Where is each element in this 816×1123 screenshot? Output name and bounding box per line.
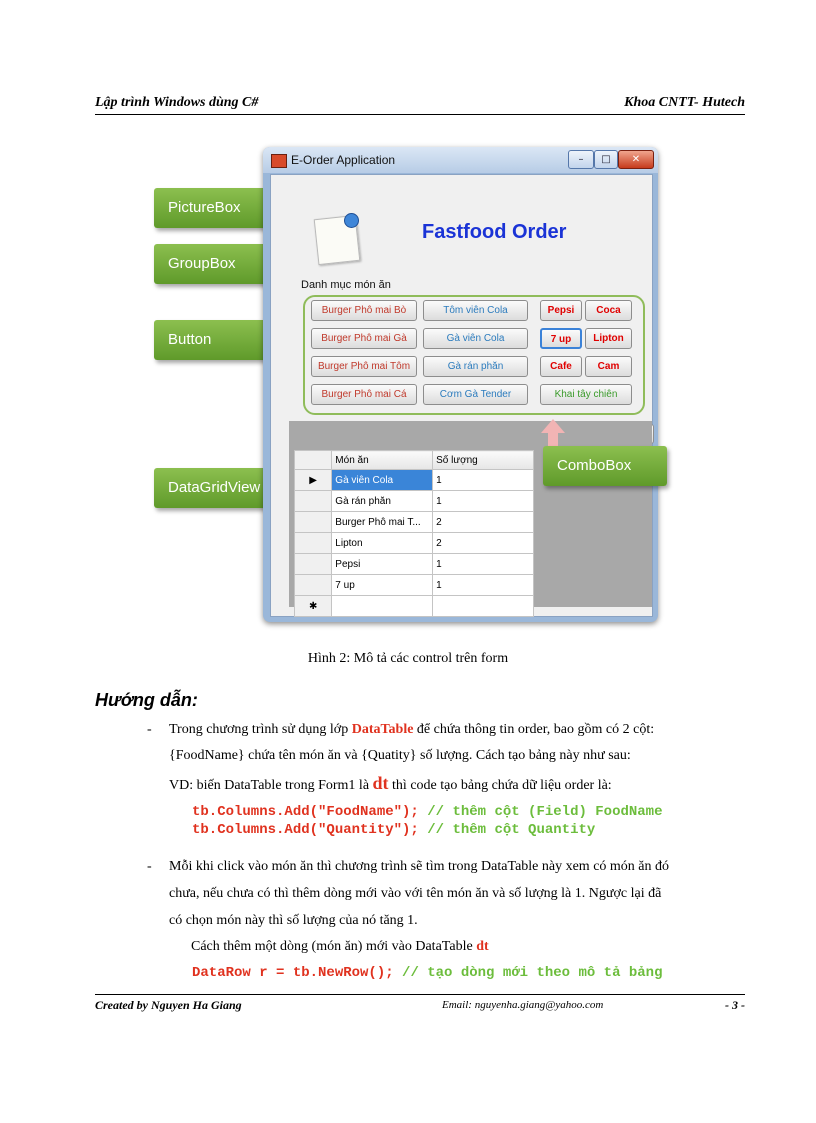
title-bar[interactable] — [263, 147, 658, 173]
cell-food[interactable]: Gà viên Cola — [332, 470, 433, 491]
cell-qty-new[interactable] — [433, 596, 534, 617]
order-datagridview[interactable] — [294, 450, 534, 617]
food-button[interactable]: Burger Phô mai Cá — [311, 384, 417, 405]
drink-button[interactable]: Coca — [585, 300, 632, 321]
food-button[interactable]: Burger Phô mai Bò — [311, 300, 417, 321]
header-rule — [95, 114, 745, 115]
footer-author: Created by Nguyen Ha Giang — [95, 998, 242, 1012]
cell-food[interactable]: Pepsi — [332, 554, 433, 575]
row-header-corner — [295, 451, 332, 470]
keyword-datatable: DataTable — [351, 722, 414, 737]
row-header — [295, 491, 332, 512]
drink-button[interactable]: Pepsi — [540, 300, 582, 321]
code-comment: // thêm cột Quantity — [418, 822, 596, 838]
food-button[interactable]: Khai tây chiên — [540, 384, 632, 405]
window-title: E-Order Application — [291, 153, 396, 167]
cell-food[interactable]: 7 up — [332, 575, 433, 596]
column-header-food[interactable]: Món ăn — [332, 451, 433, 470]
column-header-qty[interactable]: Số lượng — [433, 451, 534, 470]
arrow-up-icon — [541, 419, 565, 433]
drink-button[interactable]: Lipton — [585, 328, 632, 349]
close-button[interactable]: ✕ — [618, 150, 654, 169]
callout-button: Button — [154, 320, 274, 360]
row-header — [295, 512, 332, 533]
new-row-icon: ✱ — [295, 596, 332, 617]
code-line — [192, 803, 662, 821]
cell-food[interactable]: Gà rán phăn — [332, 491, 433, 512]
code-comment: // tạo dòng mới theo mô tả bảng — [393, 965, 663, 981]
cell-qty[interactable]: 1 — [433, 554, 534, 575]
table-row[interactable] — [295, 575, 534, 596]
food-button[interactable]: Tôm viên Cola — [423, 300, 528, 321]
cell-qty[interactable]: 2 — [433, 533, 534, 554]
paragraph-line — [169, 717, 654, 743]
form-title: Fastfood Order — [422, 221, 567, 243]
food-button[interactable]: Gà viên Cola — [423, 328, 528, 349]
paragraph-line: có chọn món này thì số lượng của nó tăng 1. — [169, 913, 418, 928]
section-title: Hướng dẫn: — [95, 690, 198, 710]
paragraph-line: Mỗi khi click vào món ăn thì chương trình sẽ tìm trong DataTable này xem có món ăn đó — [169, 859, 670, 874]
food-button[interactable]: Burger Phô mai Gà — [311, 328, 417, 349]
code-statement: tb.Columns.Add("FoodName"); — [192, 804, 419, 820]
bullet-dash: - — [147, 722, 152, 737]
code-statement: DataRow r = tb.NewRow(); — [192, 965, 394, 981]
drink-button[interactable]: Cam — [585, 356, 632, 377]
callout-combobox: ComboBox — [543, 446, 667, 486]
paragraph-line — [169, 770, 612, 799]
callout-datagridview: DataGridView — [154, 468, 278, 508]
table-row[interactable] — [295, 470, 534, 491]
text-run: thì code tạo bảng chứa dữ liệu order là: — [388, 778, 612, 793]
text-run: Cách thêm một dòng (món ăn) mới vào DataTable — [191, 939, 477, 954]
current-row-icon: ▶ — [295, 470, 332, 491]
cell-qty[interactable]: 1 — [433, 470, 534, 491]
food-button[interactable]: Gà rán phăn — [423, 356, 528, 377]
text-run: VD: biến DataTable trong Form1 là — [169, 778, 373, 793]
table-row[interactable] — [295, 554, 534, 575]
footer-email: Email: nguyenha.giang@yahoo.com — [442, 999, 604, 1011]
cell-qty[interactable]: 1 — [433, 491, 534, 512]
table-row[interactable] — [295, 533, 534, 554]
footer-page-number: - 3 - — [725, 998, 745, 1012]
minimize-button[interactable]: – — [568, 150, 594, 169]
code-line — [192, 964, 662, 982]
arrow-shaft — [548, 432, 558, 446]
table-row[interactable] — [295, 512, 534, 533]
cell-food-new[interactable] — [332, 596, 433, 617]
figure-caption: Hình 2: Mô tả các control trên form — [307, 651, 509, 666]
group-label: Danh mục món ăn — [301, 279, 391, 291]
cell-food[interactable]: Burger Phô mai T... — [332, 512, 433, 533]
app-icon — [271, 154, 287, 168]
row-header — [295, 554, 332, 575]
food-button[interactable]: Cơm Gà Tender — [423, 384, 528, 405]
app-window — [263, 147, 658, 622]
drink-button[interactable]: Cafe — [540, 356, 582, 377]
text-run: Trong chương trình sử dụng lớp — [169, 722, 352, 737]
code-statement: tb.Columns.Add("Quantity"); — [192, 822, 419, 838]
keyword-dt: dt — [476, 939, 489, 954]
callout-picturebox: PictureBox — [154, 188, 274, 228]
paragraph-line: chưa, nếu chưa có thì thêm dòng mới vào với tên món ăn và số lượng là 1. Ngược lại đã — [169, 886, 662, 901]
pushpin-icon — [344, 213, 359, 228]
table-row[interactable] — [295, 491, 534, 512]
maximize-button[interactable]: □ — [594, 150, 618, 169]
header-right: Khoa CNTT- Hutech — [624, 95, 745, 110]
code-comment: // thêm cột (Field) FoodName — [418, 804, 663, 820]
callout-groupbox: GroupBox — [154, 244, 274, 284]
keyword-dt: dt — [372, 773, 389, 793]
paragraph-line: {FoodName} chứa tên món ăn và {Quatity} số lượng. Cách tạo bảng này như sau: — [169, 748, 631, 763]
cell-food[interactable]: Lipton — [332, 533, 433, 554]
food-button[interactable]: Burger Phô mai Tôm — [311, 356, 417, 377]
text-run: để chứa thông tin order, bao gồm có 2 cột: — [413, 722, 655, 737]
row-header — [295, 533, 332, 554]
row-header — [295, 575, 332, 596]
form-client — [270, 174, 653, 617]
code-line — [192, 821, 595, 839]
header-left: Lập trình Windows dùng C# — [95, 95, 259, 110]
paragraph-line — [191, 934, 489, 960]
cell-qty[interactable]: 1 — [433, 575, 534, 596]
footer-rule — [95, 994, 745, 995]
bullet-dash: - — [147, 859, 152, 874]
drink-button-selected[interactable]: 7 up — [540, 328, 582, 349]
cell-qty[interactable]: 2 — [433, 512, 534, 533]
new-row[interactable] — [295, 596, 534, 617]
